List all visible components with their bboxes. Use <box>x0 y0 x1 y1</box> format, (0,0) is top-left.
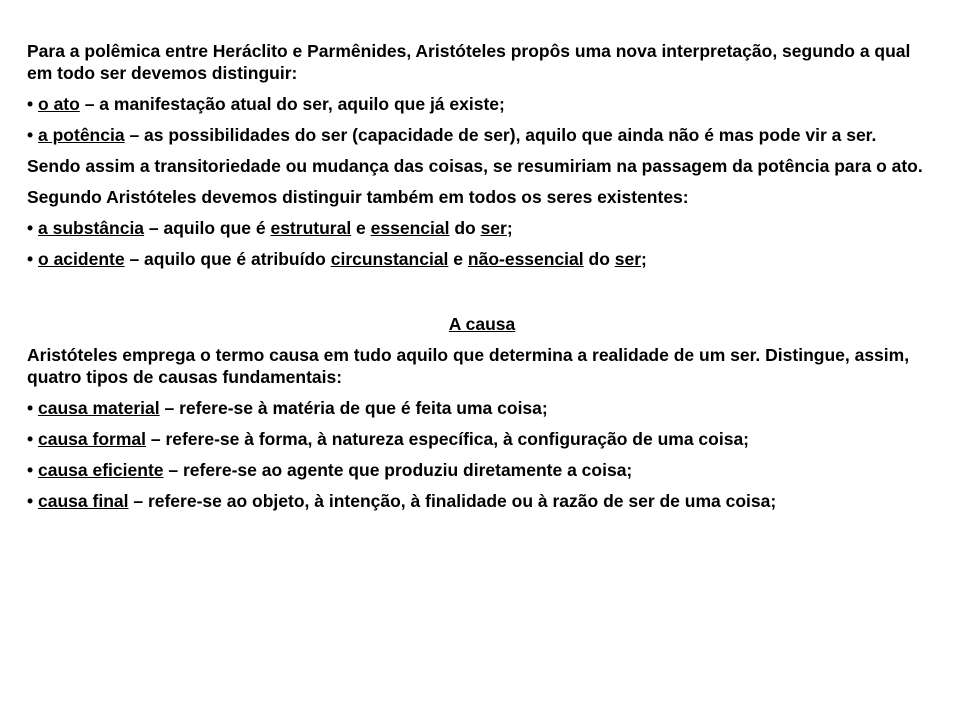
substancia-text: e <box>351 218 371 238</box>
bullet-marker: • <box>27 429 34 449</box>
term-essencial: essencial <box>370 218 450 238</box>
bullet-marker: • <box>27 218 34 238</box>
term-nao-essencial: não-essencial <box>467 249 584 269</box>
term-ser: ser <box>480 218 507 238</box>
bullet-marker: • <box>27 94 34 114</box>
acidente-text: do <box>583 249 615 269</box>
term-causa-eficiente: causa eficiente <box>38 460 164 480</box>
acidente-text: – aquilo que é atribuído <box>124 249 331 269</box>
bullet-ato <box>27 93 937 115</box>
section-heading <box>27 313 937 335</box>
term-estrutural: estrutural <box>270 218 352 238</box>
substancia-text: ; <box>506 218 513 238</box>
term-circunstancial: circunstancial <box>330 249 449 269</box>
acidente-text: e <box>448 249 468 269</box>
substancia-text: do <box>449 218 481 238</box>
term-causa-material: causa material <box>38 398 160 418</box>
segundo-paragraph: Segundo Aristóteles devemos distinguir também em todos os seres existentes: <box>27 187 689 207</box>
substancia-text: – aquilo que é <box>144 218 271 238</box>
bullet-causa-eficiente <box>27 459 937 481</box>
term-ato: o ato <box>38 94 80 114</box>
causa-eficiente-definition: – refere-se ao agente que produziu diretamente a coisa; <box>163 460 633 480</box>
term-causa-formal: causa formal <box>38 429 146 449</box>
bullet-causa-formal <box>27 428 937 450</box>
bullet-acidente <box>27 248 937 270</box>
causa-final-definition: – refere-se ao objeto, à intenção, à finalidade ou à razão de ser de uma coisa; <box>128 491 777 511</box>
term-substancia: a substância <box>38 218 145 238</box>
bullet-causa-final <box>27 490 937 512</box>
term-causa-final: causa final <box>38 491 129 511</box>
causa-intro-paragraph: Aristóteles emprega o termo causa em tudo aquilo que determina a realidade de um ser. Distingue, assim, quatro tipos de causas fundamentais: <box>27 345 910 387</box>
section-heading-text: A causa <box>448 314 516 334</box>
bullet-marker: • <box>27 491 34 511</box>
bullet-potencia <box>27 124 937 146</box>
term-ser: ser <box>614 249 642 269</box>
spacer <box>27 279 937 313</box>
causa-formal-definition: – refere-se à forma, à natureza específica, à configuração de uma coisa; <box>145 429 750 449</box>
transition-paragraph: Sendo assim a transitoriedade ou mudança das coisas, se resumiriam na passagem da potência para o ato. <box>27 156 923 176</box>
intro-paragraph: Para a polêmica entre Heráclito e Parmênides, Aristóteles propôs uma nova interpretação, segundo a qual em todo ser devemos distinguir: <box>27 41 911 83</box>
bullet-marker: • <box>27 398 34 418</box>
potencia-definition: – as possibilidades do ser (capacidade de ser), aquilo que ainda não é mas pode vir a ser. <box>124 125 877 145</box>
bullet-marker: • <box>27 249 34 269</box>
slide-content <box>27 40 937 521</box>
bullet-causa-material <box>27 397 937 419</box>
causa-material-definition: – refere-se à matéria de que é feita uma coisa; <box>159 398 548 418</box>
term-acidente: o acidente <box>38 249 125 269</box>
term-potencia: a potência <box>38 125 125 145</box>
bullet-substancia <box>27 217 937 239</box>
bullet-marker: • <box>27 125 34 145</box>
bullet-marker: • <box>27 460 34 480</box>
acidente-text: ; <box>641 249 647 269</box>
ato-definition: – a manifestação atual do ser, aquilo que já existe; <box>79 94 505 114</box>
